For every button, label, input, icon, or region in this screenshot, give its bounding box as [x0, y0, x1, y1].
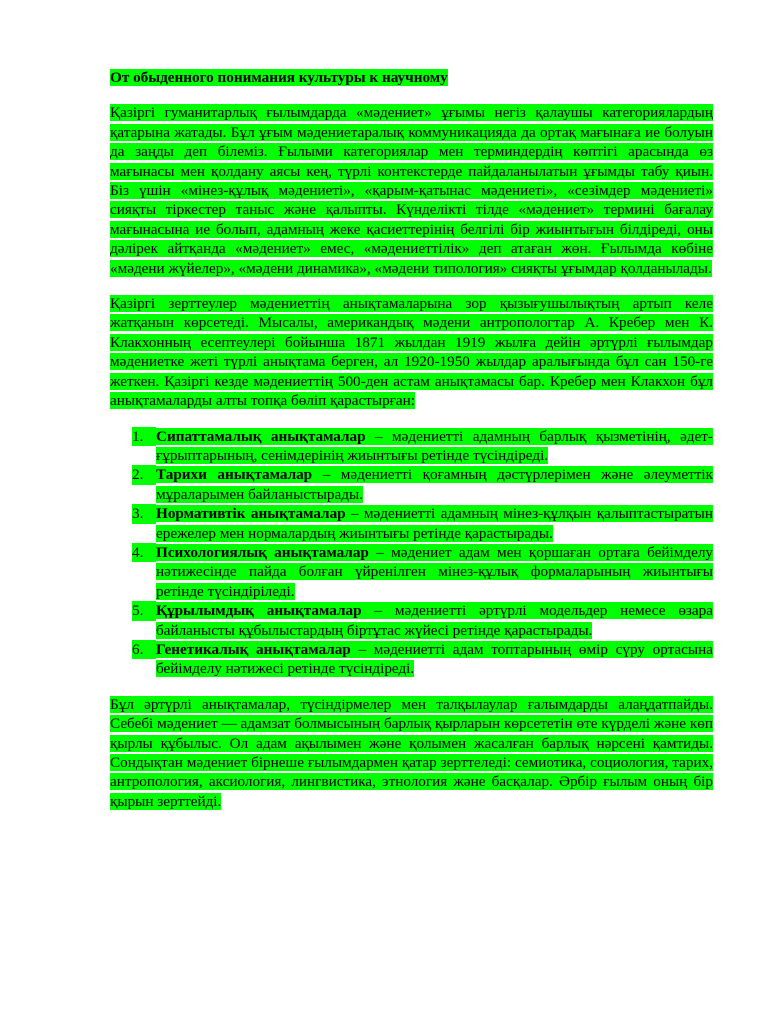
definition-term: Сипаттамалық анықтамалар: [156, 427, 366, 445]
list-item-number: 5.: [132, 601, 156, 620]
list-item-number: 1.: [132, 427, 156, 446]
list-item: [110, 543, 713, 601]
paragraph-intro: [110, 103, 713, 278]
title-text: От обыденного понимания культуры к научному: [110, 69, 448, 86]
list-item-number: 2.: [132, 465, 156, 484]
definition-term: Психологиялық анықтамалар: [156, 543, 369, 561]
definition-text: – мәдениетті әртүрлі модельдер немесе өзара байланысты құбылыстардың біртұтас жүйесі ретінде қарастырады.: [156, 602, 713, 639]
list-item: [110, 504, 713, 543]
definition-text: – мәдениетті адам топтарының өмір сүру ортасына бейімделу нәтижесі ретінде түсіндіреді.: [156, 640, 713, 678]
definition-text: – мәдениетті адамның барлық қызметінің, әдет-ғұрыптарының, сенімдерінің жиынтығы ретінде түсіндіреді.: [156, 427, 713, 464]
definition-text: – мәдениетті адамның мінез-құлқын қалыптастыратын ережелер мен нормалардың жиынтығы ретінде қарастырады.: [156, 505, 713, 542]
definition-term: Тарихи анықтамалар: [156, 466, 313, 484]
definition-term: Нормативтік анықтамалар: [156, 505, 346, 523]
paragraph-research: [110, 294, 713, 410]
page-title: [110, 68, 713, 87]
list-item: [110, 465, 713, 504]
list-item-number: 6.: [132, 640, 156, 659]
list-item: [110, 601, 713, 640]
list-item-number: 4.: [132, 543, 156, 562]
paragraph-research-text: Қазіргі зерттеулер мәдениеттің анықтамаларына зор қызығушылықтың артып келе жатқанын көрсетеді. Мысалы, американдық мәдени антропологтар А. Кребер мен К. Клакхонның есептеулері бойынша 1871 жылдан 1919 жылға дейін әртүрлі ғылымдар мәдениетке жеті түрлі анықтама берген, ал 1920-1950 жылдар аралығында бұл сан 150-ге жеткен. Қазіргі кезде мәдениеттің 500-ден астам анықтамасы бар. Кребер мен Клакхон бұл анықтамаларды алты топқа бөліп қарастырған:: [110, 295, 713, 410]
paragraph-closing: [110, 695, 713, 811]
document-page: [110, 68, 713, 827]
list-item: [110, 427, 713, 466]
paragraph-closing-text: Бұл әртүрлі анықтамалар, түсіндірмелер мен талқылаулар ғалымдарды алаңдатпайды. Себебі мәдениет — адамзат болмысының барлық қырларын көрсететін өте күрделі және көп қырлы құбылыс. Ол адам ақылымен және қолымен жасалған барлық нәрсені қамтиды. Сондықтан мәдениет бірнеше ғылымдармен қатар зерттеледі: семиотика, социология, тарих, антропология, аксиология, лингвистика, этнология және басқалар. Әрбір ғылым оның бір қырын зерттейді.: [110, 695, 713, 810]
definition-term: Генетикалық анықтамалар: [156, 640, 351, 658]
list-item: [110, 640, 713, 679]
definition-text: – мәдениетті қоғамның дәстүрлерімен және әлеуметтік мұраларымен байланыстырады.: [156, 466, 714, 503]
definitions-list: [110, 427, 713, 679]
list-item-number: 3.: [132, 504, 156, 523]
definition-text: – мәдениет адам мен қоршаған ортаға бейімделу нәтижесінде пайда болған үйренілген мінез-құлық формаларының жиынтығы ретінде түсіндіріледі.: [156, 543, 713, 600]
definition-term: Құрылымдық анықтамалар: [156, 602, 362, 620]
paragraph-intro-text: Қазіргі гуманитарлық ғылымдарда «мәдениет» ұғымы негіз қалаушы категориялардың қатарына жатады. Бұл ұғым мәдениетаралық коммуникацияда да ортақ мағынаға ие болуын да заңды деп білеміз. Ғылыми категориялар мен терминдердің көптігі арасында өз мағынасы мен қолдану аясы кең, түрлі контекстерде пайдаланылатын ұғымды табу қиын. Біз үшін «мінез-құлық мәдениеті», «қарым-қатынас мәдениеті», «сезімдер мәдениеті» сияқты тіркестер таныс және қалыпты. Күнделікті тілде «мәдениет» термині бағалау мағынасына ие болып, адамның жеке қасиеттерінің белгілі бір жиынтығын білдіреді, оны дәлірек айтқанда «мәдениет» емес, «мәдениеттілік» деп атаған жөн. Ғылымда көбіне «мәдени жүйелер», «мәдени динамика», «мәдени типология» сияқты ұғымдар қолданылады.: [110, 104, 713, 277]
